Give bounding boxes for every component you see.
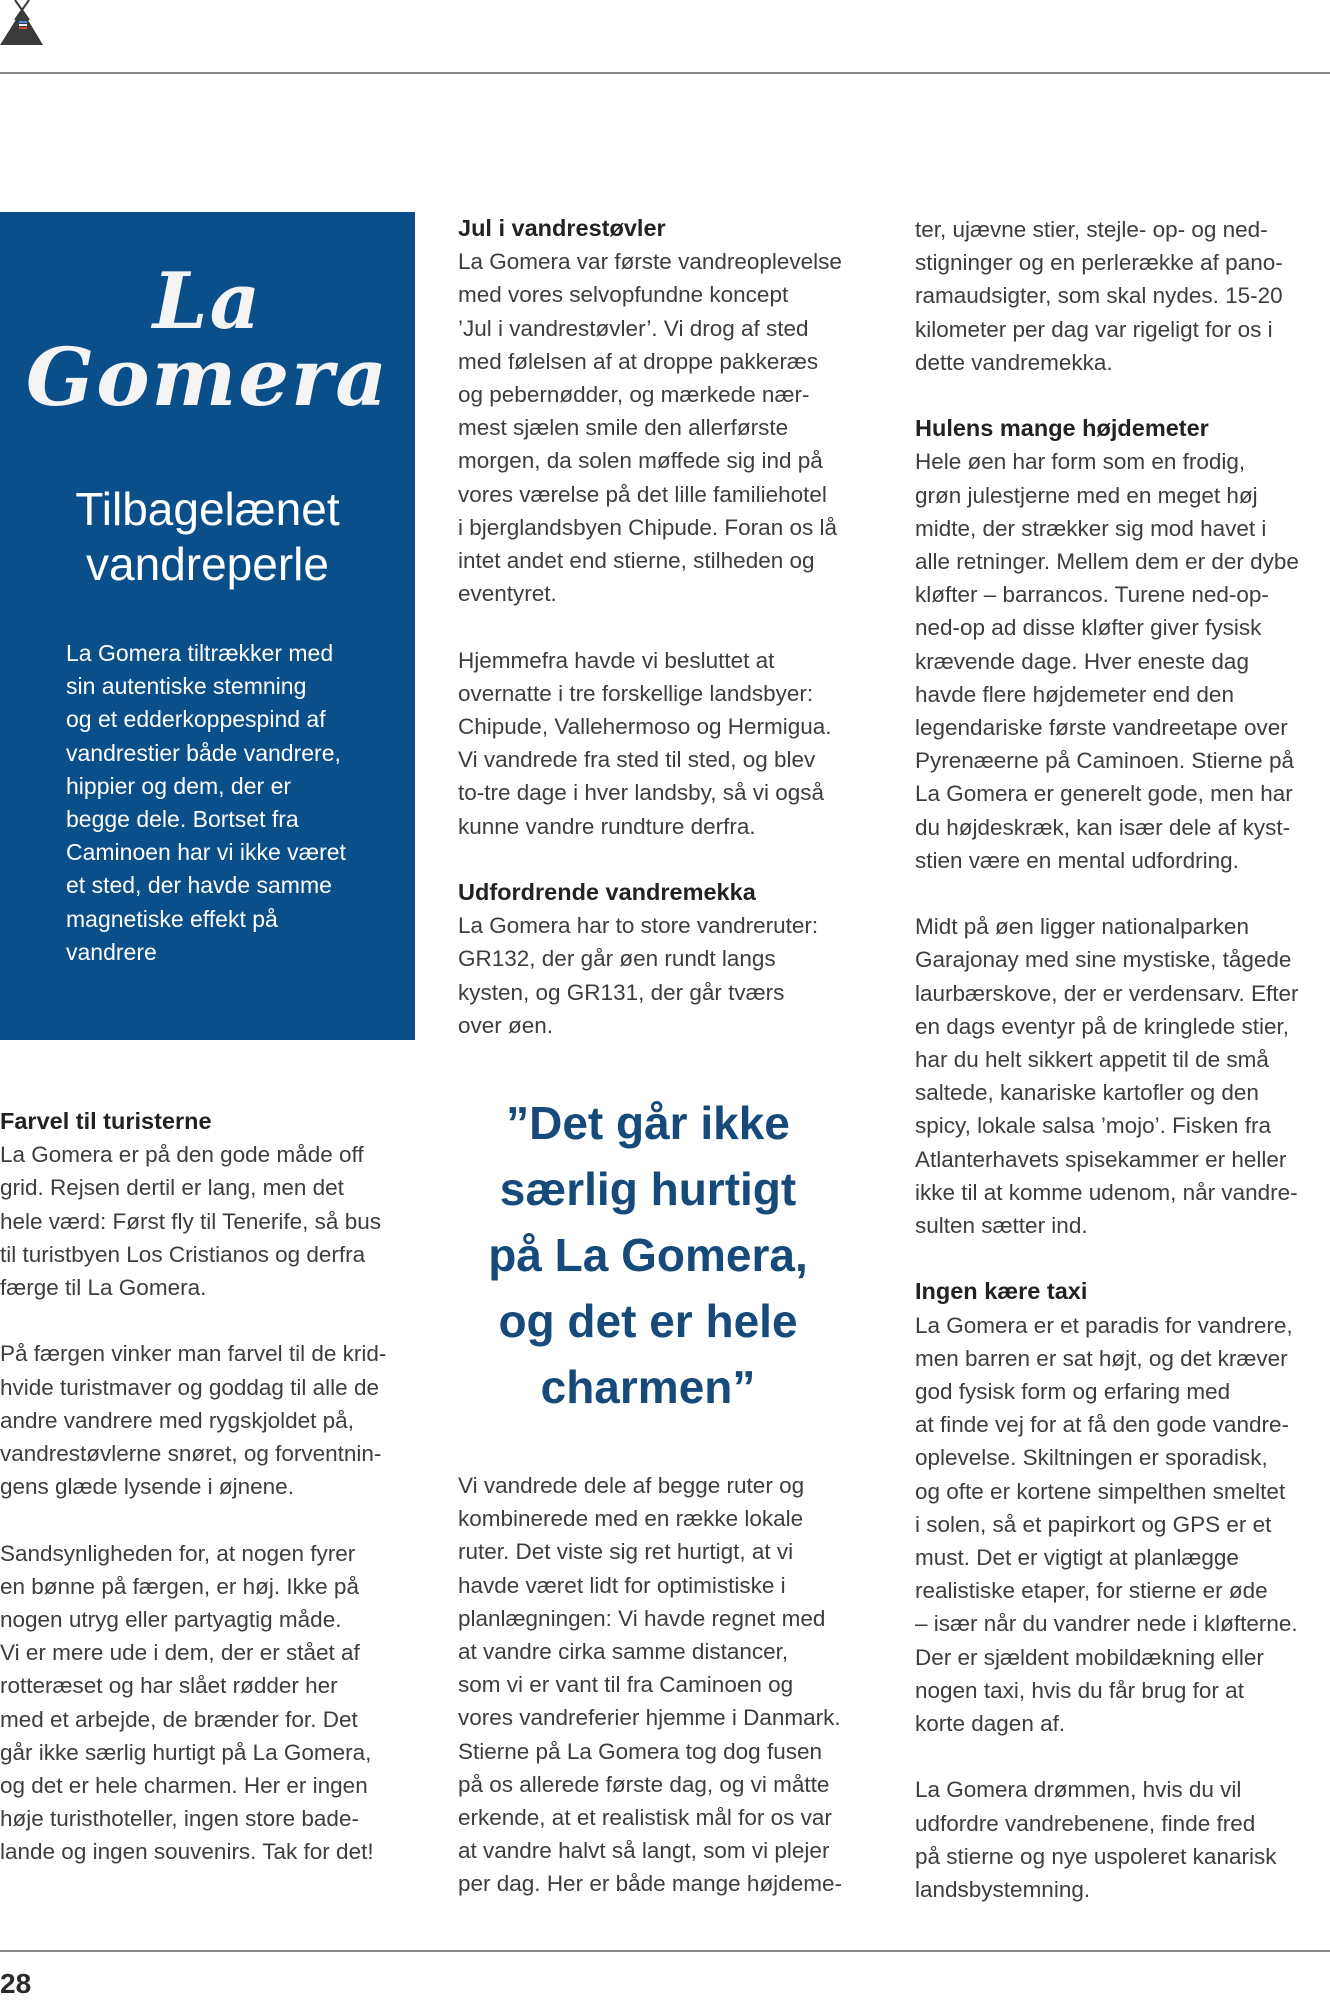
- text-line: På færgen vinker man farvel til de krid-: [0, 1341, 387, 1367]
- text-line: to-tre dage i hver landsby, så vi også: [458, 780, 825, 806]
- text-line: La Gomera er på den gode måde off: [0, 1142, 364, 1168]
- text-line: oplevelse. Skiltningen er sporadisk,: [915, 1445, 1268, 1471]
- tent-logo-icon: [0, 0, 44, 50]
- script-title-line1: La: [152, 256, 263, 347]
- text-line: andre vandrere med rygskjoldet på,: [0, 1407, 354, 1433]
- text-line: krævende dage. Hver eneste dag: [915, 648, 1249, 674]
- text-line: Vi er mere ude i dem, der er stået af: [0, 1640, 360, 1666]
- heading-taxi: Ingen kære taxi: [915, 1278, 1088, 1305]
- text-line: landsbystemning.: [915, 1877, 1091, 1903]
- text-line: sin autentiske stemning: [66, 673, 307, 700]
- column-3: [915, 213, 1330, 1939]
- text-line: Chipude, Vallehermoso og Hermigua.: [458, 714, 832, 740]
- text-line: i bjerglandsbyen Chipude. Foran os lå: [458, 514, 837, 540]
- text-line: udfordre vandrebenene, finde fred: [915, 1810, 1256, 1836]
- text-line: Vi vandrede dele af begge ruter og: [458, 1473, 805, 1498]
- heading-jul: Jul i vandrestøvler: [458, 215, 666, 241]
- text-line: Pyrenæerne på Caminoen. Stierne på: [915, 748, 1294, 774]
- heading-hulens: Hulens mange højdemeter: [915, 415, 1209, 442]
- paragraph: [0, 1337, 420, 1503]
- text-line: – især når du vandrer nede i kløfterne.: [915, 1611, 1298, 1637]
- text-line: Sandsynligheden for, at nogen fyrer: [0, 1540, 356, 1566]
- text-line: dette vandremekka.: [915, 349, 1113, 375]
- text-line: færge til La Gomera.: [0, 1275, 207, 1301]
- column-2-top: [458, 212, 878, 1075]
- text-line: kløfter – barrancos. Turene ned-op-: [915, 582, 1269, 608]
- paragraph: [915, 910, 1330, 1242]
- text-line: vores vandreferier hjemme i Danmark.: [458, 1705, 841, 1731]
- hero-box: [0, 212, 415, 1040]
- text-line: og pebernødder, og mærkede nær-: [458, 382, 810, 408]
- text-line: at finde vej for at få den gode vandre-: [915, 1412, 1289, 1438]
- text-line: La Gomera var første vandreoplevelse: [458, 249, 842, 275]
- text-line: realistiske etaper, for stierne er øde: [915, 1578, 1268, 1604]
- paragraph: [458, 909, 878, 1042]
- text-line: stien være en mental udfordring.: [915, 847, 1239, 873]
- text-line: og et edderkoppespind af: [66, 706, 326, 733]
- text-line: Stierne på La Gomera tog dog fusen: [458, 1738, 822, 1764]
- text-line: kilometer per dag var rigeligt for os i: [915, 316, 1273, 342]
- text-line: magnetiske effekt på: [66, 905, 278, 932]
- text-line: hvide turistmaver og goddag til alle de: [0, 1374, 379, 1400]
- text-line: en bønne på færgen, er høj. Ikke på: [0, 1573, 359, 1599]
- subtitle-line: vandreperle: [86, 538, 329, 590]
- text-line: La Gomera er generelt gode, men har: [915, 781, 1293, 807]
- text-line: en dags eventyr på de kringlede stier,: [915, 1013, 1289, 1039]
- text-line: Caminoen har vi ikke været: [66, 839, 346, 866]
- paragraph: [915, 445, 1330, 877]
- text-line: grøn julestjerne med en meget høj: [915, 482, 1258, 508]
- text-line: du højdeskræk, kan især dele af kyst-: [915, 814, 1291, 840]
- text-line: hippier og dem, der er: [66, 772, 292, 799]
- text-line: og det er hele charmen. Her er ingen: [0, 1773, 368, 1799]
- text-line: særlig hurtigt: [499, 1163, 797, 1215]
- footer-rule: [0, 1950, 1330, 1952]
- text-line: must. Det er vigtigt at planlægge: [915, 1545, 1239, 1571]
- text-line: intet andet end stierne, stilheden og: [458, 548, 815, 574]
- text-line: og ofte er kortene simpelthen smeltet: [915, 1478, 1286, 1504]
- text-line: Midt på øen ligger nationalparken: [915, 914, 1249, 940]
- text-line: vandrere: [66, 938, 157, 965]
- text-line: morgen, da solen møffede sig ind på: [458, 448, 823, 474]
- text-line: ruter. Det viste sig ret hurtigt, at vi: [458, 1539, 794, 1565]
- text-line: i solen, så et papirkort og GPS er et: [915, 1511, 1272, 1537]
- text-line: laurbærskove, der er verdensarv. Efter: [915, 980, 1299, 1006]
- text-line: ramaudsigter, som skal nydes. 15-20: [915, 283, 1283, 309]
- text-line: alle retninger. Mellem dem er der dybe: [915, 549, 1299, 575]
- text-line: hele værd: Først fly til Tenerife, så bus: [0, 1208, 381, 1234]
- text-line: ter, ujævne stier, stejle- op- og ned-: [915, 217, 1268, 242]
- column-2-bottom: [458, 1469, 878, 1934]
- text-line: nogen taxi, hvis du får brug for at: [915, 1677, 1244, 1703]
- text-line: som vi er vant til fra Caminoen og: [458, 1672, 794, 1698]
- text-line: Garajonay med sine mystiske, tågede: [915, 947, 1292, 973]
- text-line: eventyret.: [458, 581, 557, 607]
- text-line: har du helt sikkert appetit til de små: [915, 1047, 1269, 1073]
- text-line: over øen.: [458, 1012, 554, 1038]
- text-line: stigninger og en perlerække af pano-: [915, 250, 1283, 276]
- text-line: kunne vandre rundture derfra.: [458, 813, 756, 839]
- paragraph: [915, 1773, 1330, 1906]
- text-line: Vi vandrede fra sted til sted, og blev: [458, 747, 816, 773]
- text-line: midte, der strækker sig mod havet i: [915, 515, 1267, 541]
- hero-lead: [66, 637, 346, 969]
- text-line: lande og ingen souvenirs. Tak for det!: [0, 1839, 374, 1865]
- hero-subtitle: [0, 482, 415, 592]
- text-line: rotteræset og har slået rødder her: [0, 1673, 338, 1699]
- text-line: god fysisk form og erfaring med: [915, 1379, 1231, 1405]
- text-line: Der er sjældent mobildækning eller: [915, 1644, 1264, 1670]
- text-line: vandrestøvlerne snøret, og forventnin-: [0, 1441, 382, 1467]
- text-line: høje turisthoteller, ingen store bade-: [0, 1806, 359, 1832]
- paragraph: [458, 1469, 878, 1901]
- text-line: GR132, der går øen rundt langs: [458, 946, 776, 972]
- text-line: ikke til at komme udenom, når vandre-: [915, 1179, 1298, 1205]
- text-line: mest sjælen smile den allerførste: [458, 415, 789, 441]
- text-line: begge dele. Bortset fra: [66, 806, 299, 833]
- text-line: La Gomera har to store vandreruter:: [458, 913, 819, 939]
- heading-udfordrende: Udfordrende vandremekka: [458, 879, 756, 906]
- text-line: men barren er sat højt, og det kræver: [915, 1345, 1288, 1371]
- text-line: med et arbejde, de brænder for. Det: [0, 1706, 358, 1732]
- script-title-line2: Gomera: [25, 330, 390, 424]
- text-line: på os allerede første dag, og vi måtte: [458, 1771, 830, 1797]
- text-line: kombinerede med en række lokale: [458, 1506, 804, 1532]
- text-line: spicy, lokale salsa ’mojo’. Fisken fra: [915, 1113, 1271, 1139]
- header-rule: [0, 72, 1330, 74]
- text-line: Hjemmefra havde vi besluttet at: [458, 647, 775, 673]
- text-line: sulten sætter ind.: [915, 1213, 1088, 1239]
- page-number: 28: [0, 1968, 32, 1999]
- pull-quote: [458, 1090, 838, 1420]
- text-line: overnatte i tre forskellige landsbyer:: [458, 680, 814, 706]
- text-line: per dag. Her er både mange højdeme-: [458, 1871, 842, 1897]
- text-line: kysten, og GR131, der går tværs: [458, 979, 785, 1005]
- paragraph: [458, 644, 878, 843]
- paragraph: [0, 1138, 420, 1304]
- text-line: Hele øen har form som en frodig,: [915, 449, 1246, 475]
- text-line: La Gomera er et paradis for vandrere,: [915, 1312, 1293, 1338]
- text-line: legendariske første vandreetape over: [915, 715, 1288, 741]
- text-line: at vandre halvt så langt, som vi plejer: [458, 1838, 830, 1864]
- text-line: La Gomera tiltrækker med: [66, 640, 334, 666]
- text-line: Atlanterhavets spisekammer er heller: [915, 1146, 1287, 1172]
- heading-farvel: Farvel til turisterne: [0, 1108, 212, 1134]
- text-line: erkende, at et realistisk mål for os var: [458, 1805, 832, 1831]
- text-line: charmen”: [540, 1361, 756, 1413]
- paragraph: [915, 1309, 1330, 1741]
- text-line: et sted, der havde samme: [66, 872, 332, 899]
- text-line: vandrestier både vandrere,: [66, 739, 341, 766]
- text-line: går ikke særlig hurtigt på La Gomera,: [0, 1739, 372, 1765]
- text-line: havde været lidt for optimistiske i: [458, 1572, 786, 1598]
- text-line: ”Det går ikke: [506, 1097, 790, 1149]
- text-line: korte dagen af.: [915, 1711, 1066, 1737]
- subtitle-line: Tilbagelænet: [75, 483, 340, 535]
- text-line: grid. Rejsen dertil er lang, men det: [0, 1175, 344, 1201]
- text-line: med følelsen af at droppe pakkeræs: [458, 348, 819, 374]
- text-line: ’Jul i vandrestøvler’. Vi drog af sted: [458, 315, 809, 341]
- text-line: planlægningen: Vi havde regnet med: [458, 1605, 826, 1631]
- text-line: at vandre cirka samme distancer,: [458, 1639, 789, 1665]
- paragraph: [458, 245, 878, 610]
- paragraph: [0, 1537, 420, 1869]
- text-line: gens glæde lysende i øjnene.: [0, 1474, 294, 1500]
- text-line: og det er hele: [498, 1295, 798, 1347]
- text-line: nogen utryg eller partyagtig måde.: [0, 1607, 342, 1633]
- column-1: [0, 1105, 420, 1902]
- text-line: La Gomera drømmen, hvis du vil: [915, 1777, 1242, 1803]
- text-line: vores værelse på det lille familiehotel: [458, 481, 827, 507]
- text-line: til turistbyen Los Cristianos og derfra: [0, 1241, 366, 1267]
- text-line: havde flere højdemeter end den: [915, 681, 1234, 707]
- text-line: med vores selvopfundne koncept: [458, 282, 789, 308]
- text-line: saltede, kanariske kartofler og den: [915, 1080, 1259, 1106]
- text-line: på stierne og nye uspoleret kanarisk: [915, 1843, 1277, 1869]
- text-line: på La Gomera,: [488, 1229, 808, 1281]
- paragraph: [915, 213, 1330, 379]
- text-line: ned-op ad disse kløfter giver fysisk: [915, 615, 1262, 641]
